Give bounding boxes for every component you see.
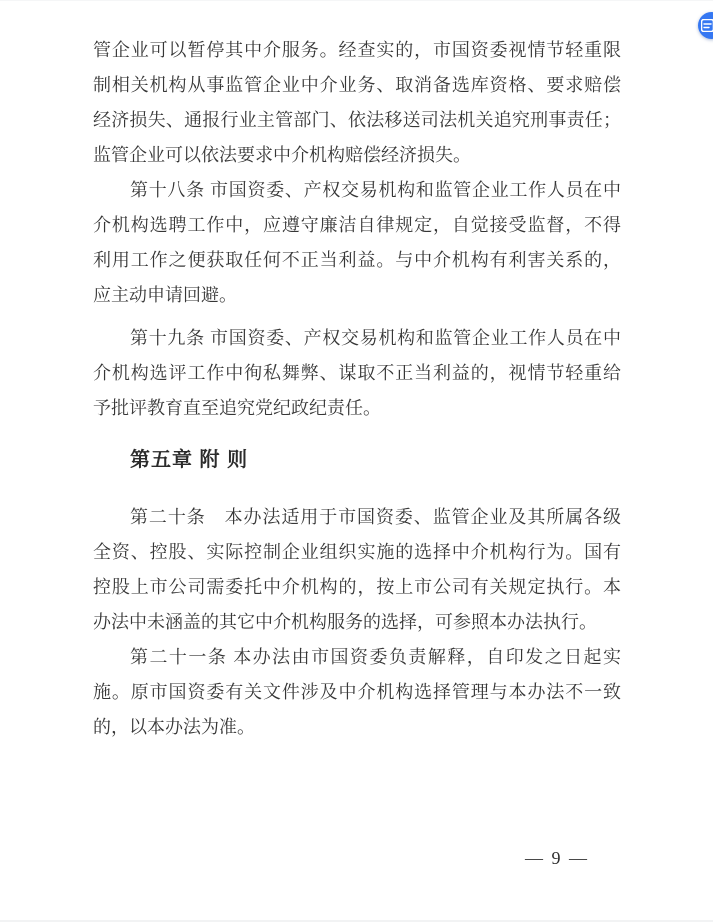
- document-body: [0, 1, 713, 745]
- text-line: 介机构选聘工作中，应遵守廉洁自律规定，自觉接受监督，不得: [93, 215, 621, 235]
- paragraph: [93, 640, 621, 745]
- text-line: 应主动申请回避。: [93, 285, 237, 305]
- text-line: 控股上市公司需委托中介机构的，按上市公司有关规定执行。本: [93, 577, 621, 597]
- page-number: — 9 —: [525, 848, 589, 868]
- text-line: 施。原市国资委有关文件涉及中介机构选择管理与本办法不一致: [93, 682, 621, 702]
- text-line: 介机构选评工作中徇私舞弊、谋取不正当利益的，视情节轻重给: [93, 363, 621, 383]
- text-line: 办法中未涵盖的其它中介机构服务的选择，可参照本办法执行。: [93, 612, 597, 632]
- translate-icon: [701, 19, 713, 32]
- text-line: 全资、控股、实际控制企业组织实施的选择中介机构行为。国有: [93, 542, 621, 562]
- text-line: 制相关机构从事监管企业中介业务、取消备选库资格、要求赔偿: [93, 75, 621, 95]
- text-line: 第十八条 市国资委、产权交易机构和监管企业工作人员在中: [130, 180, 621, 200]
- paragraph: [93, 173, 621, 313]
- paragraph: [93, 500, 621, 640]
- text-line: 利用工作之便获取任何不正当利益。与中介机构有利害关系的，: [93, 250, 621, 270]
- text-line: 监管企业可以依法要求中介机构赔偿经济损失。: [93, 145, 471, 165]
- text-line: 第二十一条 本办法由市国资委负责解释，自印发之日起实: [130, 647, 621, 667]
- text-line: 第二十条 本办法适用于市国资委、监管企业及其所属各级: [130, 507, 621, 527]
- text-line: 的，以本办法为准。: [93, 717, 255, 737]
- text-line: 第十九条 市国资委、产权交易机构和监管企业工作人员在中: [130, 328, 621, 348]
- paragraph: [93, 321, 621, 426]
- text-line: 经济损失、通报行业主管部门、依法移送司法机关追究刑事责任；: [93, 110, 621, 130]
- chapter-heading: 第五章 附 则: [130, 449, 249, 471]
- paragraph: [93, 33, 621, 173]
- text-line: 管企业可以暂停其中介服务。经查实的，市国资委视情节轻重限: [93, 40, 621, 60]
- text-line: 予批评教育直至追究党纪政纪责任。: [93, 398, 381, 418]
